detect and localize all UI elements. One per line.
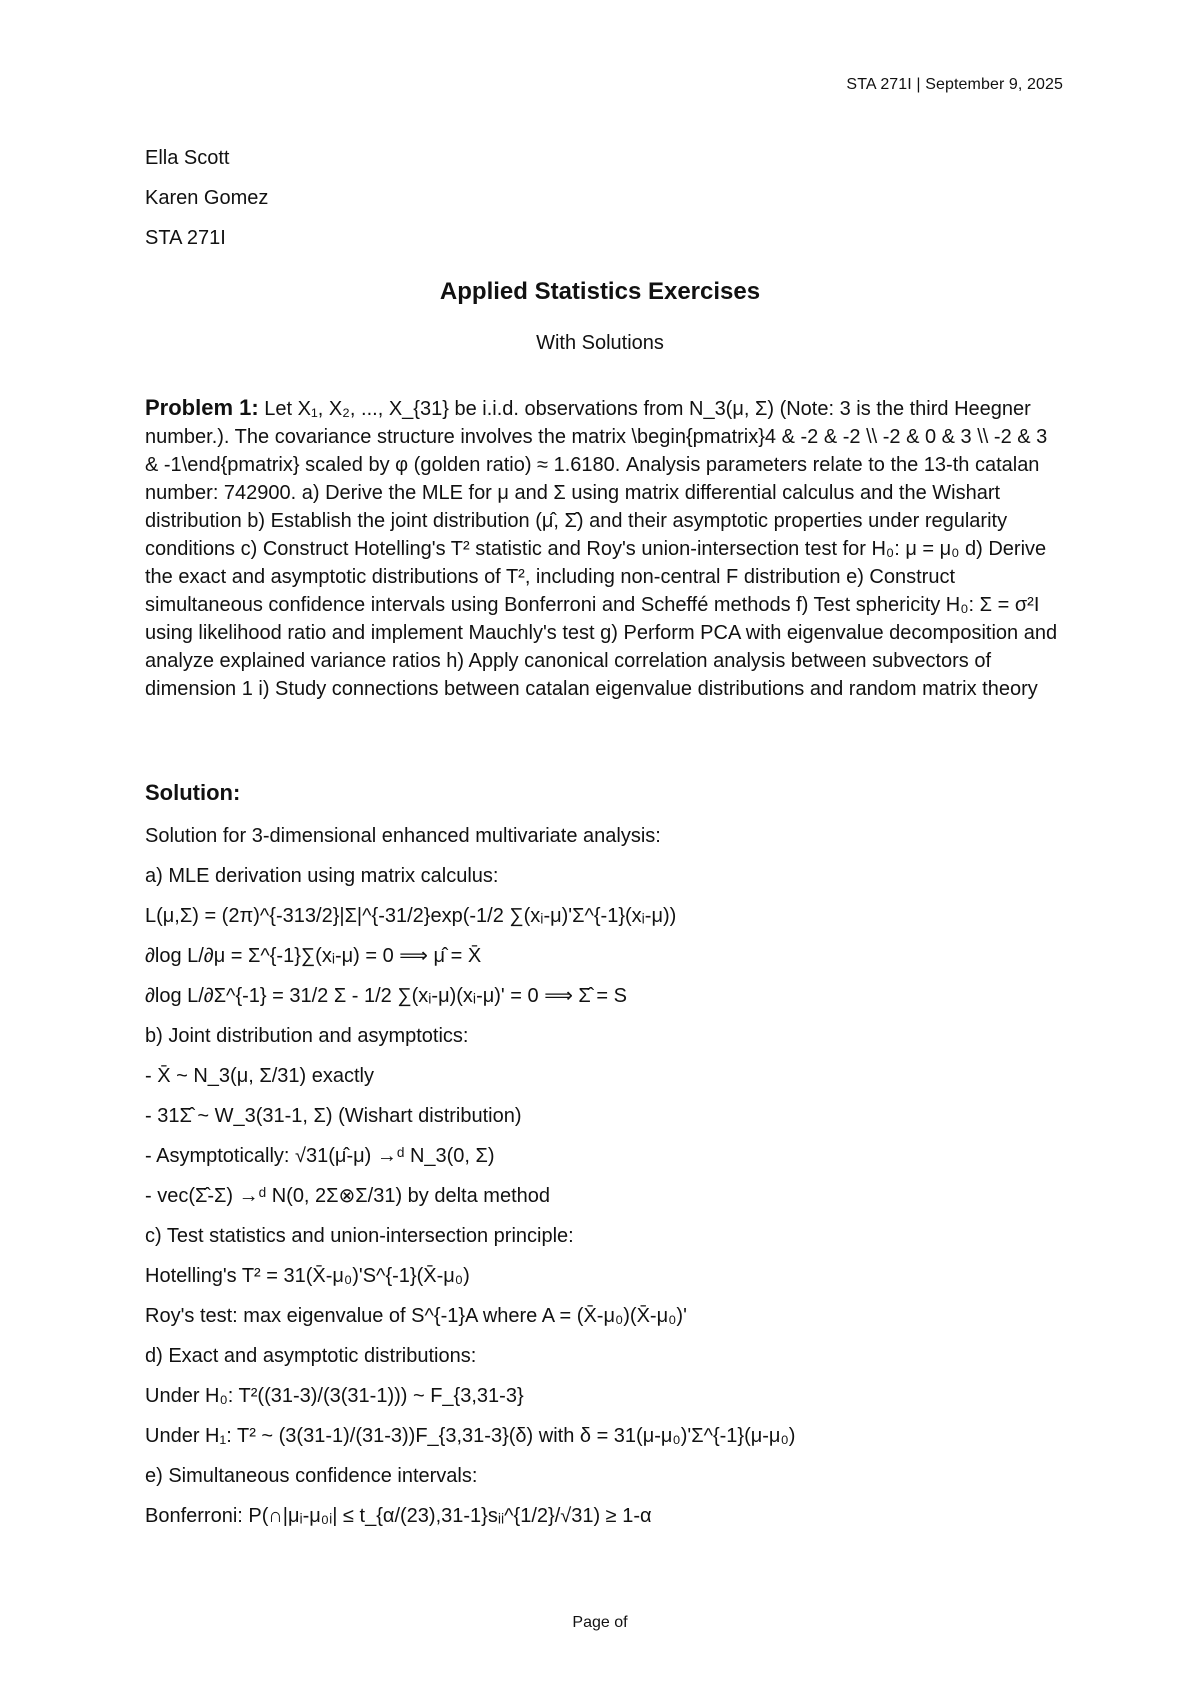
solution-line: - Asymptotically: √31(μ̂-μ) →ᵈ N_3(0, Σ) <box>145 1145 495 1167</box>
solution-line: Bonferroni: P(∩|μᵢ-μ₀ᵢ| ≤ t_{α/(23),31-1}sᵢᵢ^{1/2}/√31) ≥ 1-α <box>145 1505 652 1527</box>
solution-line: a) MLE derivation using matrix calculus: <box>145 865 499 887</box>
author-block <box>145 146 268 266</box>
problem-text: Let X₁, X₂, ..., X_{31} be i.i.d. observations from N_3(μ, Σ) (Note: 3 is the third Heegner number.). The covariance structure involves the matrix \begin{pmatrix}4 & -2 & -2 \\ -2 & 0 & 3 \\ -2 & 3 & -1\end{pmatrix} scaled by φ (golden ratio) ≈ 1.6180. Analysis parameters relate to the 13-th catalan number: 742900. a) Derive the MLE for μ and Σ using matrix differential calculus and the Wishart distribution b) Establish the joint distribution (μ̂, Σ̂) and their asymptotic properties under regularity conditions c) Construct Hotelling's T² statistic and Roy's union-intersection test for H₀: μ = μ₀ d) Derive the exact and asymptotic distributions of T², including non-central F distribution e) Construct simultaneous confidence intervals using Bonferroni and Scheffé methods f) Test sphericity H₀: Σ = σ²I using likelihood ratio and implement Mauchly's test g) Perform PCA with eigenvalue decomposition and analyze explained variance ratios h) Apply canonical correlation analysis between subvectors of dimension 1 i) Study connections between catalan eigenvalue distributions and random matrix theory <box>145 398 1058 700</box>
solution-line: Solution for 3-dimensional enhanced multivariate analysis: <box>145 825 661 847</box>
solution-line: c) Test statistics and union-intersection principle: <box>145 1225 574 1247</box>
solution-line: b) Joint distribution and asymptotics: <box>145 1025 469 1047</box>
running-header: STA 271I | September 9, 2025 <box>846 76 1063 93</box>
document-subtitle: With Solutions <box>536 332 664 354</box>
solution-line: - 31Σ̂ ~ W_3(31-1, Σ) (Wishart distribution) <box>145 1105 522 1127</box>
solution-line: Under H₀: T²((31-3)/(3(31-1))) ~ F_{3,31-3} <box>145 1385 524 1407</box>
solution-line: Under H₁: T² ~ (3(31-1)/(31-3))F_{3,31-3}(δ) with δ = 31(μ-μ₀)'Σ^{-1}(μ-μ₀) <box>145 1425 796 1447</box>
solution-line: Hotelling's T² = 31(X̄-μ₀)'S^{-1}(X̄-μ₀) <box>145 1265 470 1287</box>
problem-label: Problem 1: <box>145 395 259 420</box>
solution-body <box>145 822 1065 1542</box>
solution-line: - vec(Σ̂-Σ) →ᵈ N(0, 2Σ⊗Σ/31) by delta method <box>145 1185 550 1207</box>
author-name: Ella Scott <box>145 147 230 169</box>
course-code: STA 271I <box>145 227 226 249</box>
solution-line: - X̄ ~ N_3(μ, Σ/31) exactly <box>145 1065 374 1087</box>
solution-line: ∂log L/∂Σ^{-1} = 31/2 Σ - 1/2 ∑(xᵢ-μ)(xᵢ-μ)' = 0 ⟹ Σ̂ = S <box>145 985 627 1007</box>
solution-line: Roy's test: max eigenvalue of S^{-1}A where A = (X̄-μ₀)(X̄-μ₀)' <box>145 1305 687 1327</box>
author-name: Karen Gomez <box>145 187 269 209</box>
solution-line: ∂log L/∂μ = Σ^{-1}∑(xᵢ-μ) = 0 ⟹ μ̂ = X̄ <box>145 945 482 967</box>
solution-line: d) Exact and asymptotic distributions: <box>145 1345 477 1367</box>
document-title: Applied Statistics Exercises <box>439 278 761 305</box>
solution-line: L(μ,Σ) = (2π)^{-313/2}|Σ|^{-31/2}exp(-1/2 ∑(xᵢ-μ)'Σ^{-1}(xᵢ-μ)) <box>145 905 677 927</box>
solution-line: e) Simultaneous confidence intervals: <box>145 1465 478 1487</box>
solution-heading: Solution: <box>145 780 241 805</box>
page-footer: Page of <box>572 1614 628 1631</box>
problem-statement <box>145 394 1065 703</box>
